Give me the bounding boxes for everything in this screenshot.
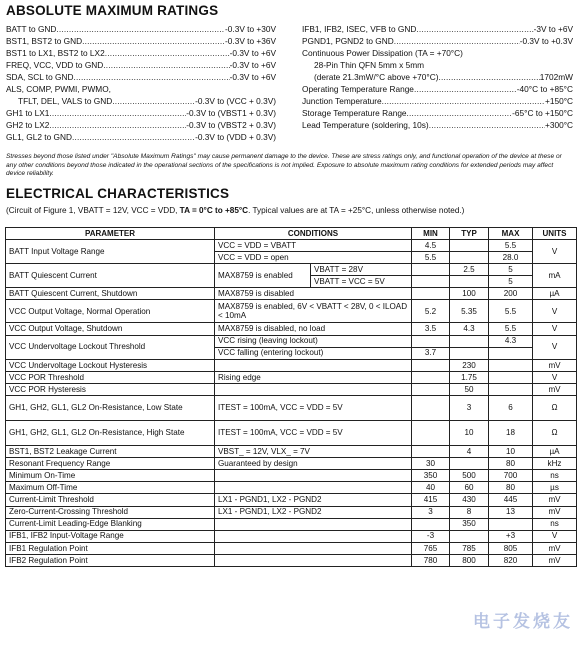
max-cell: 5.5 xyxy=(489,300,533,323)
amr-row xyxy=(6,47,276,59)
condition-cell: LX1 - PGND1, LX2 - PGND2 xyxy=(215,506,412,518)
rating-value: -0.3V to +6V xyxy=(229,72,276,83)
param-cell: BST1, BST2 Leakage Current xyxy=(6,446,215,458)
min-cell: 3.5 xyxy=(412,323,450,335)
rating-value: -3V to +6V xyxy=(533,24,573,34)
min-cell: 350 xyxy=(412,470,450,482)
param-cell: IFB1, IFB2 Input-Voltage Range xyxy=(6,530,215,542)
condition-cell: Guaranteed by design xyxy=(215,458,412,470)
amr-row xyxy=(302,35,573,47)
subcondition-cell: VBATT = 28V xyxy=(311,264,412,276)
amr-row xyxy=(6,71,276,83)
param-cell: Current-Limit Threshold xyxy=(6,494,215,506)
unit-cell: ns xyxy=(533,470,577,482)
stress-disclaimer: Stresses beyond those listed under "Absolute Maximum Ratings" may cause permanent damage to the device. These are stress ratings only, and functional operation of the device at these or any other conditions beyond those indicated in the operational sections of the specifications is not implied. Exposure to absolute maximum rating conditions for extended periods may affect device reliability. xyxy=(6,153,562,178)
rating-label: Lead Temperature (soldering, 10s) xyxy=(302,120,429,131)
table-row xyxy=(6,494,577,506)
table-row xyxy=(6,421,577,446)
unit-cell: V xyxy=(533,323,577,335)
unit-cell: mV xyxy=(533,554,577,566)
condition-cell: VCC = VDD = VBATT xyxy=(215,240,412,252)
amr-row xyxy=(6,83,276,95)
max-cell: 4.3 xyxy=(489,335,533,347)
rating-label: SDA, SCL to GND xyxy=(6,72,74,83)
max-cell: 28.0 xyxy=(489,252,533,264)
rating-label: Storage Temperature Range xyxy=(302,108,407,119)
min-cell xyxy=(412,421,450,446)
column-header: UNITS xyxy=(533,228,577,240)
rating-value: -0.3V to (VDD + 0.3V) xyxy=(195,132,276,143)
max-cell: 805 xyxy=(489,542,533,554)
table-row xyxy=(6,482,577,494)
rating-label: Operating Temperature Range xyxy=(302,84,414,95)
max-cell: 700 xyxy=(489,470,533,482)
amr-row xyxy=(302,47,573,59)
amr-left-column xyxy=(6,23,276,143)
condition-cell: VCC falling (entering lockout) xyxy=(215,347,412,359)
typ-cell: 8 xyxy=(450,506,489,518)
param-cell: GH1, GH2, GL1, GL2 On-Resistance, High State xyxy=(6,421,215,446)
table-row xyxy=(6,323,577,335)
param-cell: Minimum On-Time xyxy=(6,470,215,482)
unit-cell: mV xyxy=(533,359,577,371)
amr-row xyxy=(302,59,573,71)
rating-label: Continuous Power Dissipation (TA = +70°C) xyxy=(302,48,463,59)
amr-row xyxy=(6,95,276,107)
rating-value: -65°C to +150°C xyxy=(512,108,573,119)
typ-cell xyxy=(450,347,489,359)
param-cell: Zero-Current-Crossing Threshold xyxy=(6,506,215,518)
typ-cell: 10 xyxy=(450,421,489,446)
circuit-note-part: . Typical values are at TA = +25°C, unless otherwise noted.) xyxy=(248,206,465,215)
amr-row xyxy=(302,95,573,107)
condition-cell: ITEST = 100mA, VCC = VDD = 5V xyxy=(215,396,412,421)
condition-cell: ITEST = 100mA, VCC = VDD = 5V xyxy=(215,421,412,446)
amr-row xyxy=(302,107,573,119)
param-cell: BATT Quiescent Current, Shutdown xyxy=(6,288,215,300)
rating-value: -0.3V to (VCC + 0.3V) xyxy=(195,96,276,107)
unit-cell: V xyxy=(533,371,577,383)
column-header: PARAMETER xyxy=(6,228,215,240)
param-cell: BATT Input Voltage Range xyxy=(6,240,215,264)
table-row xyxy=(6,530,577,542)
typ-cell: 60 xyxy=(450,482,489,494)
amr-row xyxy=(6,107,276,119)
unit-cell: µs xyxy=(533,482,577,494)
typ-cell: 2.5 xyxy=(450,264,489,276)
condition-cell xyxy=(215,530,412,542)
unit-cell: V xyxy=(533,240,577,264)
unit-cell: V xyxy=(533,300,577,323)
typ-cell: 50 xyxy=(450,383,489,395)
max-cell: 445 xyxy=(489,494,533,506)
typ-cell: 500 xyxy=(450,470,489,482)
condition-cell: MAX8759 is disabled, no load xyxy=(215,323,412,335)
param-cell: VCC POR Hysteresis xyxy=(6,383,215,395)
unit-cell: V xyxy=(533,335,577,359)
amr-row xyxy=(6,23,276,35)
temperature-range: TA = 0°C to +85°C xyxy=(179,206,249,215)
min-cell xyxy=(412,383,450,395)
typ-cell xyxy=(450,276,489,288)
subcondition-cell: VBATT = VCC = 5V xyxy=(311,276,412,288)
condition-cell: LX1 - PGND1, LX2 - PGND2 xyxy=(215,494,412,506)
min-cell xyxy=(412,446,450,458)
circuit-conditions-note xyxy=(6,206,464,215)
unit-cell: µA xyxy=(533,288,577,300)
amr-row xyxy=(302,23,573,35)
unit-cell: mV xyxy=(533,542,577,554)
unit-cell: mV xyxy=(533,506,577,518)
unit-cell: mV xyxy=(533,494,577,506)
amr-right-column xyxy=(302,23,573,131)
max-cell: 5 xyxy=(489,276,533,288)
min-cell: 780 xyxy=(412,554,450,566)
table-row xyxy=(6,470,577,482)
max-cell: 10 xyxy=(489,446,533,458)
rating-label: GH2 to LX2 xyxy=(6,120,50,131)
typ-cell: 4 xyxy=(450,446,489,458)
typ-cell xyxy=(450,240,489,252)
param-cell: BATT Quiescent Current xyxy=(6,264,215,288)
min-cell: -3 xyxy=(412,530,450,542)
rating-label: BATT to GND xyxy=(6,24,57,34)
typ-cell: 785 xyxy=(450,542,489,554)
rating-label: GH1 to LX1 xyxy=(6,108,50,119)
rating-label: IFB1, IFB2, ISEC, VFB to GND xyxy=(302,24,417,34)
min-cell xyxy=(412,335,450,347)
rating-label: BST1 to LX1, BST2 to LX2 xyxy=(6,48,105,59)
param-cell: VCC Undervoltage Lockout Threshold xyxy=(6,335,215,359)
min-cell xyxy=(412,276,450,288)
min-cell: 5.2 xyxy=(412,300,450,323)
condition-cell xyxy=(215,482,412,494)
unit-cell: Ω xyxy=(533,396,577,421)
rating-value: -0.3V to (VBST1 + 0.3V) xyxy=(186,108,276,119)
min-cell xyxy=(412,396,450,421)
amr-row xyxy=(302,71,573,83)
rating-value: -0.3V to +6V xyxy=(229,60,276,71)
watermark: 电子发烧友 xyxy=(473,612,573,632)
electrical-characteristics-table xyxy=(5,227,577,567)
min-cell: 40 xyxy=(412,482,450,494)
table-row xyxy=(6,518,577,530)
table-row xyxy=(6,396,577,421)
min-cell: 30 xyxy=(412,458,450,470)
rating-value: -0.3V to +0.3V xyxy=(519,36,573,47)
rating-label: TFLT, DEL, VALS to GND xyxy=(18,96,113,107)
max-cell: 5.5 xyxy=(489,323,533,335)
table-row xyxy=(6,446,577,458)
typ-cell xyxy=(450,335,489,347)
param-cell: IFB2 Regulation Point xyxy=(6,554,215,566)
param-cell: Maximum Off-Time xyxy=(6,482,215,494)
rating-label: PGND1, PGND2 to GND xyxy=(302,36,394,47)
table-row xyxy=(6,240,577,252)
typ-cell: 1.75 xyxy=(450,371,489,383)
min-cell: 765 xyxy=(412,542,450,554)
max-cell xyxy=(489,347,533,359)
min-cell xyxy=(412,264,450,276)
typ-cell: 430 xyxy=(450,494,489,506)
typ-cell xyxy=(450,530,489,542)
table-row xyxy=(6,554,577,566)
typ-cell xyxy=(450,252,489,264)
min-cell xyxy=(412,371,450,383)
min-cell: 4.5 xyxy=(412,240,450,252)
max-cell: 5.5 xyxy=(489,240,533,252)
column-header: MIN xyxy=(412,228,450,240)
min-cell: 415 xyxy=(412,494,450,506)
typ-cell: 3 xyxy=(450,396,489,421)
max-cell xyxy=(489,371,533,383)
condition-cell xyxy=(215,383,412,395)
rating-value: -0.3V to +30V xyxy=(225,24,276,34)
typ-cell: 4.3 xyxy=(450,323,489,335)
max-cell: 18 xyxy=(489,421,533,446)
param-cell: VCC Undervoltage Lockout Hysteresis xyxy=(6,359,215,371)
unit-cell: mV xyxy=(533,383,577,395)
rating-value: +300°C xyxy=(545,120,573,131)
typ-cell: 350 xyxy=(450,518,489,530)
typ-cell: 100 xyxy=(450,288,489,300)
min-cell xyxy=(412,288,450,300)
amr-row xyxy=(6,131,276,143)
unit-cell: Ω xyxy=(533,421,577,446)
param-cell: VCC POR Threshold xyxy=(6,371,215,383)
table-row xyxy=(6,506,577,518)
max-cell xyxy=(489,518,533,530)
max-cell: 80 xyxy=(489,482,533,494)
rating-label: (derate 21.3mW/°C above +70°C) xyxy=(314,72,439,83)
condition-cell: Rising edge xyxy=(215,371,412,383)
max-cell: 820 xyxy=(489,554,533,566)
column-header: MAX xyxy=(489,228,533,240)
condition-cell: VCC = VDD = open xyxy=(215,252,412,264)
table-row xyxy=(6,458,577,470)
param-cell: Current-Limit Leading-Edge Blanking xyxy=(6,518,215,530)
amr-row xyxy=(6,35,276,47)
electrical-characteristics-title: ELECTRICAL CHARACTERISTICS xyxy=(6,186,230,201)
typ-cell xyxy=(450,458,489,470)
param-cell: IFB1 Regulation Point xyxy=(6,542,215,554)
table-row xyxy=(6,383,577,395)
column-header: TYP xyxy=(450,228,489,240)
rating-value: +150°C xyxy=(545,96,573,107)
typ-cell: 230 xyxy=(450,359,489,371)
table-row xyxy=(6,359,577,371)
max-cell: 200 xyxy=(489,288,533,300)
typ-cell: 800 xyxy=(450,554,489,566)
absolute-max-ratings-title: ABSOLUTE MAXIMUM RATINGS xyxy=(6,3,219,18)
table-row xyxy=(6,288,577,300)
amr-row xyxy=(302,119,573,131)
param-cell: Resonant Frequency Range xyxy=(6,458,215,470)
condition-cell: VBST_ = 12V, VLX_ = 7V xyxy=(215,446,412,458)
table-row xyxy=(6,300,577,323)
min-cell: 5.5 xyxy=(412,252,450,264)
column-header: CONDITIONS xyxy=(215,228,412,240)
condition-cell: VCC rising (leaving lockout) xyxy=(215,335,412,347)
rating-label: 28-Pin Thin QFN 5mm x 5mm xyxy=(314,60,425,71)
condition-cell xyxy=(215,359,412,371)
unit-cell: mA xyxy=(533,264,577,288)
rating-value: -0.3V to +6V xyxy=(229,48,276,59)
rating-value: -0.3V to (VBST2 + 0.3V) xyxy=(186,120,276,131)
min-cell xyxy=(412,518,450,530)
min-cell: 3 xyxy=(412,506,450,518)
rating-value: -40°C to +85°C xyxy=(516,84,573,95)
max-cell: 13 xyxy=(489,506,533,518)
rating-label: Junction Temperature xyxy=(302,96,382,107)
max-cell: 5 xyxy=(489,264,533,276)
table-row xyxy=(6,371,577,383)
min-cell xyxy=(412,359,450,371)
amr-row xyxy=(6,59,276,71)
condition-cell xyxy=(215,542,412,554)
unit-cell: µA xyxy=(533,446,577,458)
param-cell: GH1, GH2, GL1, GL2 On-Resistance, Low State xyxy=(6,396,215,421)
unit-cell: ns xyxy=(533,518,577,530)
rating-label: GL1, GL2 to GND xyxy=(6,132,72,143)
rating-label: FREQ, VCC, VDD to GND xyxy=(6,60,104,71)
condition-cell xyxy=(215,518,412,530)
table-row xyxy=(6,542,577,554)
table-row xyxy=(6,335,577,347)
max-cell: 6 xyxy=(489,396,533,421)
table-row xyxy=(6,264,577,276)
circuit-note-part: (Circuit of Figure 1, VBATT = 12V, VCC = VDD, xyxy=(6,206,180,215)
max-cell xyxy=(489,383,533,395)
min-cell: 3.7 xyxy=(412,347,450,359)
param-cell: VCC Output Voltage, Normal Operation xyxy=(6,300,215,323)
unit-cell: V xyxy=(533,530,577,542)
condition-cell: MAX8759 is enabled, 6V < VBATT < 28V, 0 < ILOAD < 10mA xyxy=(215,300,412,323)
amr-row xyxy=(302,83,573,95)
rating-value: -0.3V to +36V xyxy=(225,36,276,47)
rating-value: 1702mW xyxy=(539,72,573,83)
typ-cell: 5.35 xyxy=(450,300,489,323)
amr-row xyxy=(6,119,276,131)
max-cell: +3 xyxy=(489,530,533,542)
rating-label: BST1, BST2 to GND xyxy=(6,36,83,47)
param-cell: VCC Output Voltage, Shutdown xyxy=(6,323,215,335)
condition-cell xyxy=(215,470,412,482)
condition-cell: MAX8759 is disabled xyxy=(215,288,412,300)
max-cell xyxy=(489,359,533,371)
condition-cell xyxy=(215,554,412,566)
rating-label: ALS, COMP, PWMI, PWMO, xyxy=(6,84,111,95)
unit-cell: kHz xyxy=(533,458,577,470)
condition-cell: MAX8759 is enabled xyxy=(215,264,311,288)
max-cell: 80 xyxy=(489,458,533,470)
